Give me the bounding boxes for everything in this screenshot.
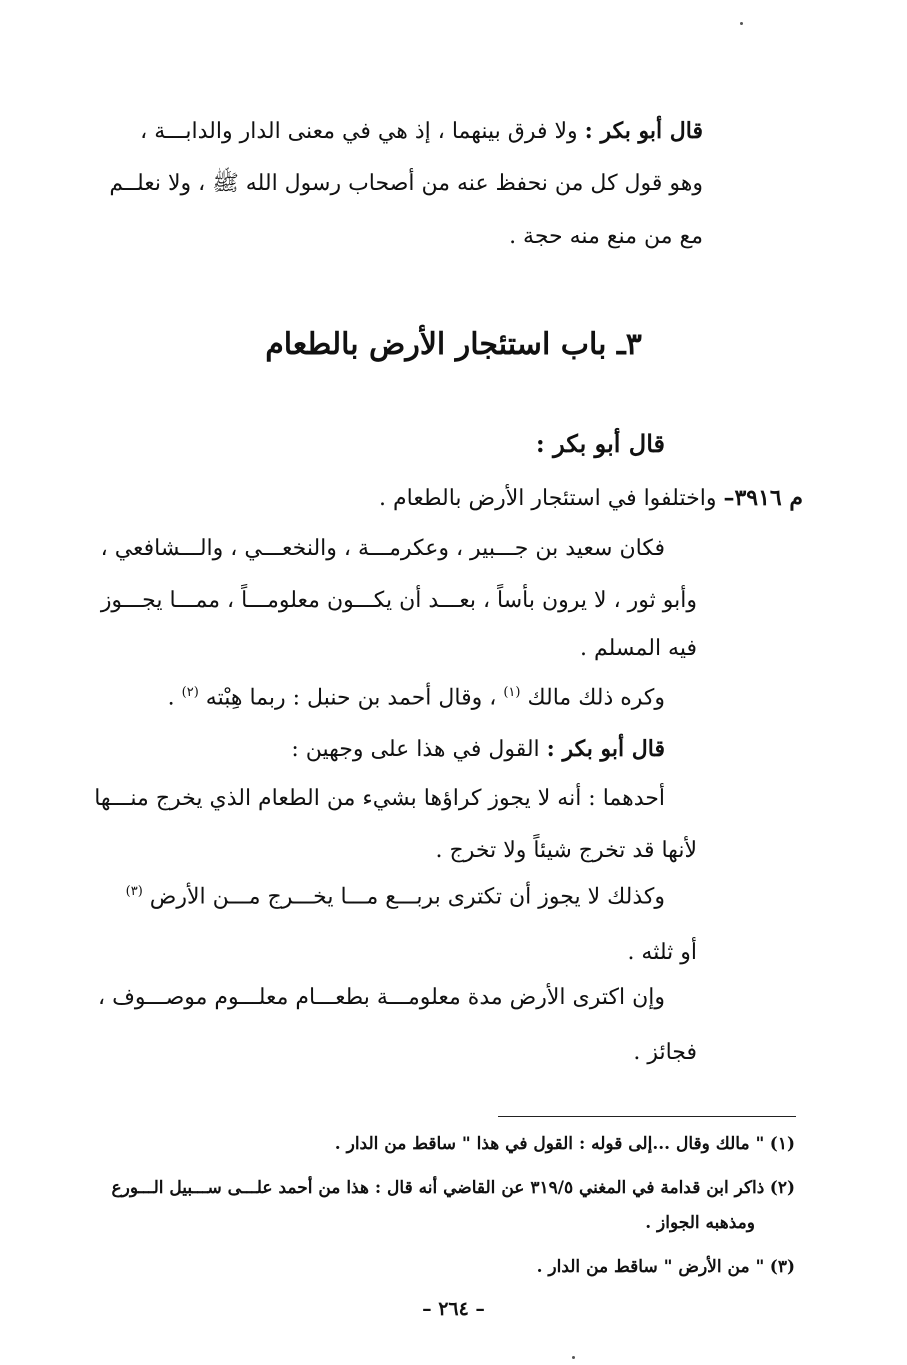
footnote-ref-1: (١) — [503, 685, 521, 700]
para3-speaker: قال أبو بكر : — [546, 736, 665, 762]
para3-text: القول في هذا على وجهين : — [291, 737, 540, 762]
para5-line2: أو ثلثه . — [627, 940, 697, 965]
para4-line2: لأنها قد تخرج شيئاً ولا تخرج . — [435, 838, 697, 863]
top-line-2: وهو قول كل من نحفظ عنه من أصحاب رسول الله ﷺ ، ولا نعلــم — [109, 171, 703, 196]
footnote-ref-2: (٢) — [181, 685, 199, 700]
para1-line2: وأبو ثور ، لا يرون بأساً ، بعـــد أن يكـــون معلومـــاً ، ممـــا يجـــوز — [100, 588, 697, 613]
chapter-title: ٣ـ باب استئجار الأرض بالطعام — [265, 327, 642, 362]
footnote-3-number: (٣) — [769, 1257, 795, 1277]
footnote-1 — [335, 1134, 795, 1154]
footnote-1-number: (١) — [769, 1134, 795, 1154]
footnote-3 — [537, 1257, 795, 1277]
para5-line1 — [126, 884, 665, 911]
top-line-1 — [140, 118, 703, 145]
page-number: – ٢٦٤ – — [422, 1298, 485, 1320]
footnote-2 — [112, 1178, 795, 1198]
footnote-2-text: ذاكر ابن قدامة في المغني ٣١٩/٥ عن القاضي أنه قال : هذا من أحمد علـــى ســـبيل الـــورع — [111, 1178, 765, 1198]
top-line-3: مع من منع منه حجة . — [509, 224, 703, 249]
para2-line — [168, 685, 665, 712]
para3-line — [291, 736, 665, 763]
para2-end: . — [167, 685, 175, 711]
para6-line1: وإن اكترى الأرض مدة معلومـــة بطعـــام معلـــوم موصـــوف ، — [97, 985, 665, 1010]
para6-line2: فجائز . — [633, 1040, 697, 1065]
para5-text: وكذلك لا يجوز أن تكترى بربـــع مـــا يخـــرج مـــن الأرض — [149, 884, 665, 910]
footnote-separator — [498, 1116, 796, 1117]
para4-line1: أحدهما : أنه لا يجوز كراؤها بشيء من الطعام الذي يخرج منـــها — [94, 786, 665, 811]
para2-text-b: ، وقال أحمد بن حنبل : ربما هِبْته — [205, 685, 497, 711]
entry-line — [379, 485, 803, 512]
top-line-1-text: ولا فرق بينهما ، إذ هي في معنى الدار والدابـــة ، — [140, 119, 578, 144]
entry-text: واختلفوا في استئجار الأرض بالطعام . — [379, 486, 717, 511]
speaker-label: قال أبو بكر : — [584, 118, 703, 144]
footnote-ref-3: (٣) — [125, 884, 143, 899]
footnote-2-continuation: ومذهبه الجواز . — [645, 1213, 755, 1233]
footnote-2-number: (٢) — [769, 1178, 795, 1198]
entry-number: م ٣٩١٦– — [723, 485, 803, 511]
scan-speck — [740, 22, 743, 25]
scan-speck — [572, 1356, 575, 1359]
section-speaker-heading: قال أبو بكر : — [535, 429, 665, 458]
para1-line3: فيه المسلم . — [579, 636, 697, 661]
footnote-1-text: " مالك وقال ...إلى قوله : القول في هذا " ساقط من الدار . — [334, 1134, 765, 1154]
para2-text-a: وكره ذلك مالك — [527, 685, 665, 711]
para1-line1: فكان سعيد بن جـــبير ، وعكرمـــة ، والنخعـــي ، والـــشافعي ، — [100, 536, 665, 561]
footnote-3-text: " من الأرض " ساقط من الدار . — [536, 1257, 765, 1277]
